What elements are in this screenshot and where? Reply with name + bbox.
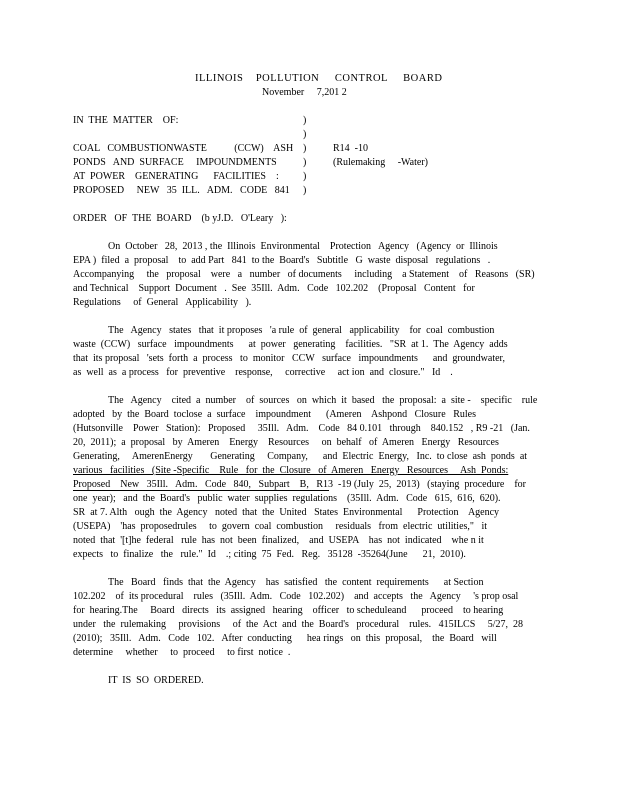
paragraph-line: On October 28, 2013 , the Illinois Environmental Protection Agency (Agency or Illinois: [108, 241, 498, 252]
paragraph-line: Regulations of General Applicability ).: [73, 297, 252, 308]
paragraph-line: (USEPA) 'has proposedrules to govern coal combustion residuals from electric utilities," it: [73, 521, 488, 532]
paragraph-line: The Board finds that the Agency has satisfied the content requirements at Section: [108, 577, 484, 588]
paragraph-line: that its proposal 'sets forth a process to monitor CCW surface impoundments and groundwater,: [73, 353, 505, 364]
paragraph-line: under the rulemaking provisions of the Act and the Board's procedural rules. 415ILCS 5/27, 28: [73, 619, 524, 630]
paragraph-line: waste (CCW) surface impoundments at power generating facilities. "SR at 1. The Agency adds: [73, 339, 508, 350]
paragraph-line: Accompanying the proposal were a number of documents including a Statement of Reasons (SR): [73, 269, 535, 280]
paragraph-line: one year); and the Board's public water supplies regulations (35Ill. Adm. Code 615, 616, 620).: [73, 493, 501, 504]
underlined-citation-line: various facilities (Site -Specific Rule for the Closure of Ameren Energy Resources Ash Ponds:: [73, 465, 509, 476]
paragraph-line: Generating, AmerenEnergy Generating Company, and Electric Energy, Inc. to close ash ponds at: [73, 451, 528, 462]
paragraph-line: (Hutsonville Power Station): Proposed 35Ill. Adm. Code 84 0.101 through 840.152 , R9 -21 (Jan.: [73, 423, 530, 434]
paragraph-line: determine whether to proceed to first notice .: [73, 647, 291, 658]
paragraph-line: and Technical Support Document . See 35Ill. Adm. Code 102.202 (Proposal Content for: [73, 283, 475, 294]
caption-separator: ): [303, 157, 307, 168]
caption-line: PONDS AND SURFACE IMPOUNDMENTS: [73, 157, 277, 168]
paragraph-line: The Agency cited a number of sources on which it based the proposal: a site - specific rule: [108, 395, 538, 406]
paragraph-line: 20, 2011); a proposal by Ameren Energy Resources on behalf of Ameren Energy Resources: [73, 437, 499, 448]
board-title: ILLINOIS POLLUTION CONTROL BOARD: [195, 73, 443, 84]
citation-underline: [73, 490, 329, 491]
paragraph-line: SR at 7. Alth ough the Agency noted that the United States Environmental Protection Agency: [73, 507, 500, 518]
caption-line: PROPOSED NEW 35 ILL. ADM. CODE 841: [73, 185, 290, 196]
paragraph-line: adopted by the Board toclose a surface impoundment (Ameren Ashpond Closure Rules: [73, 409, 476, 420]
docket-number: R14 -10: [333, 143, 368, 154]
paragraph-line: The Agency states that it proposes 'a rule of general applicability for coal combustion: [108, 325, 495, 336]
underlined-citation-line: Proposed New 35Ill. Adm. Code 840, Subpart B, R13 -19 (July 25, 2013) (staying procedure for: [73, 479, 527, 490]
paragraph-line: noted that '[t]he federal rule has not been finalized, and USEPA has not indicated whe n it: [73, 535, 484, 546]
order-date: November 7,201 2: [262, 87, 347, 98]
caption-separator: ): [303, 171, 307, 182]
docket-type: (Rulemaking -Water): [333, 157, 428, 168]
order-heading: ORDER OF THE BOARD (b yJ.D. O'Leary ):: [73, 213, 287, 224]
paragraph-line: as well as a process for preventive response, corrective act ion and closure." Id .: [73, 367, 453, 378]
paragraph-line: EPA ) filed a proposal to add Part 841 to the Board's Subtitle G waste disposal regulations .: [73, 255, 491, 266]
paragraph-line: for hearing.The Board directs its assigned hearing officer to scheduleand proceed to hearing: [73, 605, 504, 616]
in-the-matter: IN THE MATTER OF:: [73, 115, 179, 126]
caption-separator: ): [303, 143, 307, 154]
paragraph-line: (2010); 35Ill. Adm. Code 102. After conducting hea rings on this proposal, the Board will: [73, 633, 497, 644]
closing-statement: IT IS SO ORDERED.: [108, 675, 204, 686]
caption-separator: ): [303, 129, 307, 140]
caption-line: COAL COMBUSTIONWASTE (CCW) ASH: [73, 143, 294, 154]
caption-separator: ): [303, 115, 307, 126]
paragraph-line: expects to finalize the rule." Id .; citing 75 Fed. Reg. 35128 -35264(June 21, 2010).: [73, 549, 466, 560]
paragraph-line: 102.202 of its procedural rules (35Ill. Adm. Code 102.202) and accepts the Agency 's prop osal: [73, 591, 519, 602]
caption-line: AT POWER GENERATING FACILITIES :: [73, 171, 279, 182]
caption-separator: ): [303, 185, 307, 196]
